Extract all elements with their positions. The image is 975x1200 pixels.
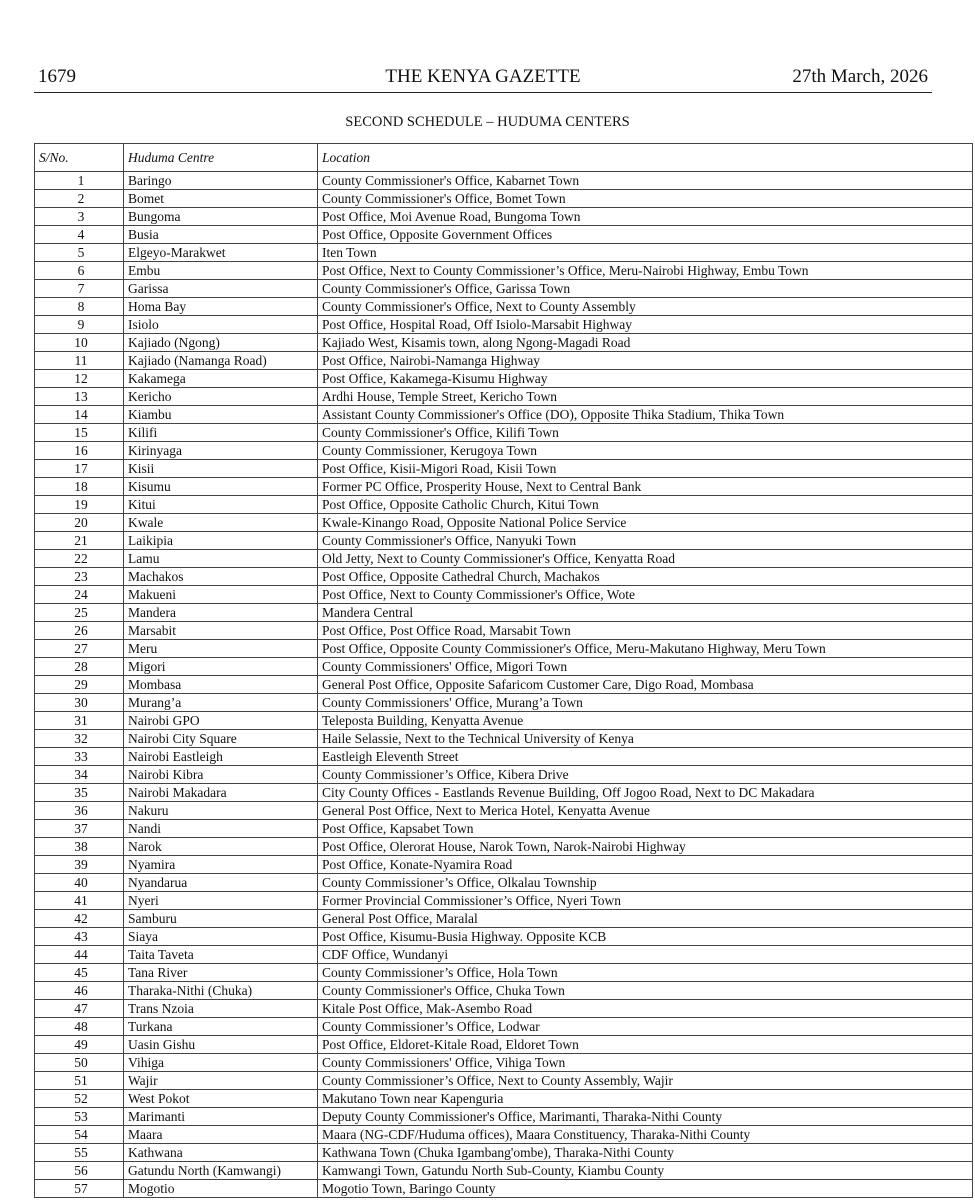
column-header-serial-number: S/No. — [35, 144, 124, 172]
table-row — [35, 478, 973, 496]
serial-number-cell: 52 — [35, 1090, 124, 1108]
serial-number-cell: 45 — [35, 964, 124, 982]
table-row — [35, 856, 973, 874]
huduma-centre-cell: Bomet — [124, 190, 318, 208]
column-header-location: Location — [318, 144, 973, 172]
location-cell: Post Office, Next to County Commissioner's Office, Wote — [318, 586, 973, 604]
table-row — [35, 838, 973, 856]
huduma-centre-cell: Isiolo — [124, 316, 318, 334]
serial-number-cell: 5 — [35, 244, 124, 262]
serial-number-cell: 19 — [35, 496, 124, 514]
table-row — [35, 334, 973, 352]
huduma-centre-cell: Kirinyaga — [124, 442, 318, 460]
location-cell: County Commissioner, Kerugoya Town — [318, 442, 973, 460]
location-cell: Kajiado West, Kisamis town, along Ngong-Magadi Road — [318, 334, 973, 352]
table-row — [35, 1144, 973, 1162]
location-cell: County Commissioners' Office, Migori Town — [318, 658, 973, 676]
huduma-centre-cell: Nyandarua — [124, 874, 318, 892]
table-row — [35, 406, 973, 424]
serial-number-cell: 38 — [35, 838, 124, 856]
location-cell: Former Provincial Commissioner’s Office, Nyeri Town — [318, 892, 973, 910]
huduma-centre-cell: Turkana — [124, 1018, 318, 1036]
table-row — [35, 550, 973, 568]
huduma-centre-cell: Maara — [124, 1126, 318, 1144]
huduma-centre-cell: Nyeri — [124, 892, 318, 910]
location-cell: Teleposta Building, Kenyatta Avenue — [318, 712, 973, 730]
location-cell: Post Office, Opposite Government Offices — [318, 226, 973, 244]
table-row — [35, 460, 973, 478]
serial-number-cell: 29 — [35, 676, 124, 694]
huduma-centre-cell: Tharaka-Nithi (Chuka) — [124, 982, 318, 1000]
huduma-centre-cell: Marimanti — [124, 1108, 318, 1126]
publication-title: THE KENYA GAZETTE — [385, 66, 581, 87]
location-cell: County Commissioners' Office, Murang’a Town — [318, 694, 973, 712]
serial-number-cell: 48 — [35, 1018, 124, 1036]
table-row — [35, 1108, 973, 1126]
huduma-centre-cell: Kwale — [124, 514, 318, 532]
table-row — [35, 280, 973, 298]
location-cell: County Commissioner's Office, Garissa Town — [318, 280, 973, 298]
huduma-centre-cell: Wajir — [124, 1072, 318, 1090]
serial-number-cell: 7 — [35, 280, 124, 298]
location-cell: County Commissioners' Office, Vihiga Town — [318, 1054, 973, 1072]
location-cell: County Commissioner’s Office, Hola Town — [318, 964, 973, 982]
huduma-centre-cell: Kajiado (Namanga Road) — [124, 352, 318, 370]
serial-number-cell: 57 — [35, 1180, 124, 1198]
huduma-centre-cell: Bungoma — [124, 208, 318, 226]
huduma-centre-cell: Nandi — [124, 820, 318, 838]
huduma-centre-cell: Mombasa — [124, 676, 318, 694]
location-cell: Post Office, Kapsabet Town — [318, 820, 973, 838]
table-row — [35, 190, 973, 208]
huduma-centre-cell: Kilifi — [124, 424, 318, 442]
location-cell: Former PC Office, Prosperity House, Next to Central Bank — [318, 478, 973, 496]
serial-number-cell: 53 — [35, 1108, 124, 1126]
table-row — [35, 1054, 973, 1072]
huduma-centre-cell: Taita Taveta — [124, 946, 318, 964]
serial-number-cell: 27 — [35, 640, 124, 658]
table-row — [35, 226, 973, 244]
location-cell: County Commissioner’s Office, Lodwar — [318, 1018, 973, 1036]
serial-number-cell: 49 — [35, 1036, 124, 1054]
table-row — [35, 748, 973, 766]
location-cell: Post Office, Kisii-Migori Road, Kisii Town — [318, 460, 973, 478]
huduma-centre-cell: Nairobi Kibra — [124, 766, 318, 784]
serial-number-cell: 15 — [35, 424, 124, 442]
table-row — [35, 730, 973, 748]
location-cell: Mandera Central — [318, 604, 973, 622]
location-cell: County Commissioner's Office, Nanyuki Town — [318, 532, 973, 550]
location-cell: Post Office, Hospital Road, Off Isiolo-Marsabit Highway — [318, 316, 973, 334]
serial-number-cell: 47 — [35, 1000, 124, 1018]
column-header-huduma-centre: Huduma Centre — [124, 144, 318, 172]
serial-number-cell: 1 — [35, 172, 124, 190]
serial-number-cell: 20 — [35, 514, 124, 532]
serial-number-cell: 34 — [35, 766, 124, 784]
serial-number-cell: 12 — [35, 370, 124, 388]
location-cell: County Commissioner’s Office, Olkalau Township — [318, 874, 973, 892]
location-cell: Iten Town — [318, 244, 973, 262]
serial-number-cell: 3 — [35, 208, 124, 226]
serial-number-cell: 11 — [35, 352, 124, 370]
table-row — [35, 784, 973, 802]
serial-number-cell: 24 — [35, 586, 124, 604]
table-row — [35, 370, 973, 388]
huduma-centre-cell: Trans Nzoia — [124, 1000, 318, 1018]
huduma-centre-cell: Nakuru — [124, 802, 318, 820]
serial-number-cell: 33 — [35, 748, 124, 766]
table-row — [35, 694, 973, 712]
serial-number-cell: 36 — [35, 802, 124, 820]
table-row — [35, 946, 973, 964]
location-cell: Post Office, Olerorat House, Narok Town, Narok-Nairobi Highway — [318, 838, 973, 856]
location-cell: Maara (NG-CDF/Huduma offices), Maara Constituency, Tharaka-Nithi County — [318, 1126, 973, 1144]
huduma-centre-cell: Nairobi City Square — [124, 730, 318, 748]
table-row — [35, 262, 973, 280]
location-cell: CDF Office, Wundanyi — [318, 946, 973, 964]
serial-number-cell: 41 — [35, 892, 124, 910]
table-row — [35, 496, 973, 514]
huduma-centre-cell: Siaya — [124, 928, 318, 946]
huduma-centre-cell: Makueni — [124, 586, 318, 604]
location-cell: Deputy County Commissioner's Office, Marimanti, Tharaka-Nithi County — [318, 1108, 973, 1126]
huduma-centre-cell: Kitui — [124, 496, 318, 514]
table-row — [35, 910, 973, 928]
table-row — [35, 892, 973, 910]
page-number: 1679 — [38, 66, 76, 87]
page-header — [34, 62, 932, 93]
table-row — [35, 712, 973, 730]
huduma-centre-cell: Samburu — [124, 910, 318, 928]
location-cell: Haile Selassie, Next to the Technical University of Kenya — [318, 730, 973, 748]
location-cell: Post Office, Opposite County Commissioner's Office, Meru-Makutano Highway, Meru Town — [318, 640, 973, 658]
huduma-centre-cell: Marsabit — [124, 622, 318, 640]
serial-number-cell: 42 — [35, 910, 124, 928]
location-cell: Post Office, Opposite Cathedral Church, Machakos — [318, 568, 973, 586]
table-row — [35, 244, 973, 262]
location-cell: County Commissioner's Office, Chuka Town — [318, 982, 973, 1000]
table-row — [35, 874, 973, 892]
serial-number-cell: 44 — [35, 946, 124, 964]
location-cell: Ardhi House, Temple Street, Kericho Town — [318, 388, 973, 406]
huduma-centre-cell: Kakamega — [124, 370, 318, 388]
location-cell: County Commissioner's Office, Kilifi Town — [318, 424, 973, 442]
table-row — [35, 514, 973, 532]
serial-number-cell: 54 — [35, 1126, 124, 1144]
serial-number-cell: 21 — [35, 532, 124, 550]
location-cell: Old Jetty, Next to County Commissioner's Office, Kenyatta Road — [318, 550, 973, 568]
huduma-centre-cell: West Pokot — [124, 1090, 318, 1108]
table-row — [35, 964, 973, 982]
table-row — [35, 640, 973, 658]
serial-number-cell: 8 — [35, 298, 124, 316]
huduma-centre-cell: Migori — [124, 658, 318, 676]
table-row — [35, 352, 973, 370]
serial-number-cell: 10 — [35, 334, 124, 352]
serial-number-cell: 16 — [35, 442, 124, 460]
table-row — [35, 172, 973, 190]
table-row — [35, 316, 973, 334]
serial-number-cell: 18 — [35, 478, 124, 496]
table-row — [35, 820, 973, 838]
huduma-centre-cell: Kericho — [124, 388, 318, 406]
table-row — [35, 802, 973, 820]
location-cell: Post Office, Post Office Road, Marsabit Town — [318, 622, 973, 640]
location-cell: County Commissioner's Office, Next to County Assembly — [318, 298, 973, 316]
huduma-centre-cell: Kathwana — [124, 1144, 318, 1162]
location-cell: Kwale-Kinango Road, Opposite National Police Service — [318, 514, 973, 532]
table-row — [35, 928, 973, 946]
table-row — [35, 1090, 973, 1108]
table-row — [35, 442, 973, 460]
table-row — [35, 568, 973, 586]
serial-number-cell: 51 — [35, 1072, 124, 1090]
huduma-centre-cell: Mogotio — [124, 1180, 318, 1198]
huduma-centre-cell: Kiambu — [124, 406, 318, 424]
serial-number-cell: 40 — [35, 874, 124, 892]
serial-number-cell: 39 — [35, 856, 124, 874]
serial-number-cell: 14 — [35, 406, 124, 424]
table-row — [35, 676, 973, 694]
location-cell: Assistant County Commissioner's Office (DO), Opposite Thika Stadium, Thika Town — [318, 406, 973, 424]
serial-number-cell: 2 — [35, 190, 124, 208]
serial-number-cell: 31 — [35, 712, 124, 730]
location-cell: Post Office, Eldoret-Kitale Road, Eldoret Town — [318, 1036, 973, 1054]
huduma-centre-cell: Vihiga — [124, 1054, 318, 1072]
table-row — [35, 388, 973, 406]
serial-number-cell: 25 — [35, 604, 124, 622]
table-row — [35, 1036, 973, 1054]
serial-number-cell: 55 — [35, 1144, 124, 1162]
table-row — [35, 1180, 973, 1198]
huduma-centre-cell: Elgeyo-Marakwet — [124, 244, 318, 262]
serial-number-cell: 35 — [35, 784, 124, 802]
serial-number-cell: 32 — [35, 730, 124, 748]
location-cell: Kamwangi Town, Gatundu North Sub-County, Kiambu County — [318, 1162, 973, 1180]
serial-number-cell: 23 — [35, 568, 124, 586]
location-cell: General Post Office, Next to Merica Hotel, Kenyatta Avenue — [318, 802, 973, 820]
table-row — [35, 532, 973, 550]
location-cell: County Commissioner’s Office, Kibera Drive — [318, 766, 973, 784]
table-row — [35, 1072, 973, 1090]
table-row — [35, 1162, 973, 1180]
huduma-centre-cell: Kisii — [124, 460, 318, 478]
serial-number-cell: 26 — [35, 622, 124, 640]
table-row — [35, 298, 973, 316]
huduma-centre-cell: Narok — [124, 838, 318, 856]
serial-number-cell: 17 — [35, 460, 124, 478]
table-row — [35, 982, 973, 1000]
huduma-centre-cell: Tana River — [124, 964, 318, 982]
huduma-centre-cell: Embu — [124, 262, 318, 280]
location-cell: County Commissioner's Office, Kabarnet Town — [318, 172, 973, 190]
huduma-centre-cell: Machakos — [124, 568, 318, 586]
huduma-centre-cell: Nairobi Eastleigh — [124, 748, 318, 766]
table-row — [35, 208, 973, 226]
table-row — [35, 586, 973, 604]
huduma-centre-cell: Uasin Gishu — [124, 1036, 318, 1054]
location-cell: General Post Office, Maralal — [318, 910, 973, 928]
huduma-centre-cell: Murang’a — [124, 694, 318, 712]
location-cell: Mogotio Town, Baringo County — [318, 1180, 973, 1198]
huduma-centres-table — [34, 143, 973, 1198]
huduma-centre-cell: Nairobi GPO — [124, 712, 318, 730]
table-row — [35, 424, 973, 442]
location-cell: Eastleigh Eleventh Street — [318, 748, 973, 766]
location-cell: Post Office, Moi Avenue Road, Bungoma Town — [318, 208, 973, 226]
huduma-centre-cell: Gatundu North (Kamwangi) — [124, 1162, 318, 1180]
location-cell: Kathwana Town (Chuka Igambang'ombe), Tharaka-Nithi County — [318, 1144, 973, 1162]
serial-number-cell: 46 — [35, 982, 124, 1000]
huduma-centre-cell: Nairobi Makadara — [124, 784, 318, 802]
serial-number-cell: 30 — [35, 694, 124, 712]
table-row — [35, 1000, 973, 1018]
serial-number-cell: 9 — [35, 316, 124, 334]
huduma-centre-cell: Nyamira — [124, 856, 318, 874]
huduma-centre-cell: Garissa — [124, 280, 318, 298]
location-cell: Post Office, Kisumu-Busia Highway. Opposite KCB — [318, 928, 973, 946]
huduma-centre-cell: Homa Bay — [124, 298, 318, 316]
table-row — [35, 622, 973, 640]
serial-number-cell: 22 — [35, 550, 124, 568]
location-cell: City County Offices - Eastlands Revenue Building, Off Jogoo Road, Next to DC Makadara — [318, 784, 973, 802]
huduma-centre-cell: Mandera — [124, 604, 318, 622]
serial-number-cell: 56 — [35, 1162, 124, 1180]
location-cell: County Commissioner’s Office, Next to County Assembly, Wajir — [318, 1072, 973, 1090]
huduma-centre-cell: Meru — [124, 640, 318, 658]
table-row — [35, 766, 973, 784]
table-header-row — [35, 144, 973, 172]
huduma-centre-cell: Kajiado (Ngong) — [124, 334, 318, 352]
table-row — [35, 1126, 973, 1144]
serial-number-cell: 37 — [35, 820, 124, 838]
location-cell: Post Office, Opposite Catholic Church, Kitui Town — [318, 496, 973, 514]
location-cell: General Post Office, Opposite Safaricom Customer Care, Digo Road, Mombasa — [318, 676, 973, 694]
serial-number-cell: 50 — [35, 1054, 124, 1072]
location-cell: Post Office, Next to County Commissioner’s Office, Meru-Nairobi Highway, Embu Town — [318, 262, 973, 280]
table-row — [35, 1018, 973, 1036]
huduma-centre-cell: Busia — [124, 226, 318, 244]
location-cell: Post Office, Konate-Nyamira Road — [318, 856, 973, 874]
huduma-centre-cell: Kisumu — [124, 478, 318, 496]
serial-number-cell: 28 — [35, 658, 124, 676]
serial-number-cell: 13 — [35, 388, 124, 406]
huduma-centre-cell: Baringo — [124, 172, 318, 190]
serial-number-cell: 4 — [35, 226, 124, 244]
location-cell: Post Office, Nairobi-Namanga Highway — [318, 352, 973, 370]
location-cell: Kitale Post Office, Mak-Asembo Road — [318, 1000, 973, 1018]
schedule-title: SECOND SCHEDULE – HUDUMA CENTERS — [345, 114, 630, 130]
table-row — [35, 604, 973, 622]
serial-number-cell: 6 — [35, 262, 124, 280]
huduma-centre-cell: Lamu — [124, 550, 318, 568]
location-cell: County Commissioner's Office, Bomet Town — [318, 190, 973, 208]
location-cell: Post Office, Kakamega-Kisumu Highway — [318, 370, 973, 388]
table-body — [35, 172, 973, 1198]
table-row — [35, 658, 973, 676]
serial-number-cell: 43 — [35, 928, 124, 946]
publication-date: 27th March, 2026 — [792, 66, 928, 87]
location-cell: Makutano Town near Kapenguria — [318, 1090, 973, 1108]
huduma-centre-cell: Laikipia — [124, 532, 318, 550]
